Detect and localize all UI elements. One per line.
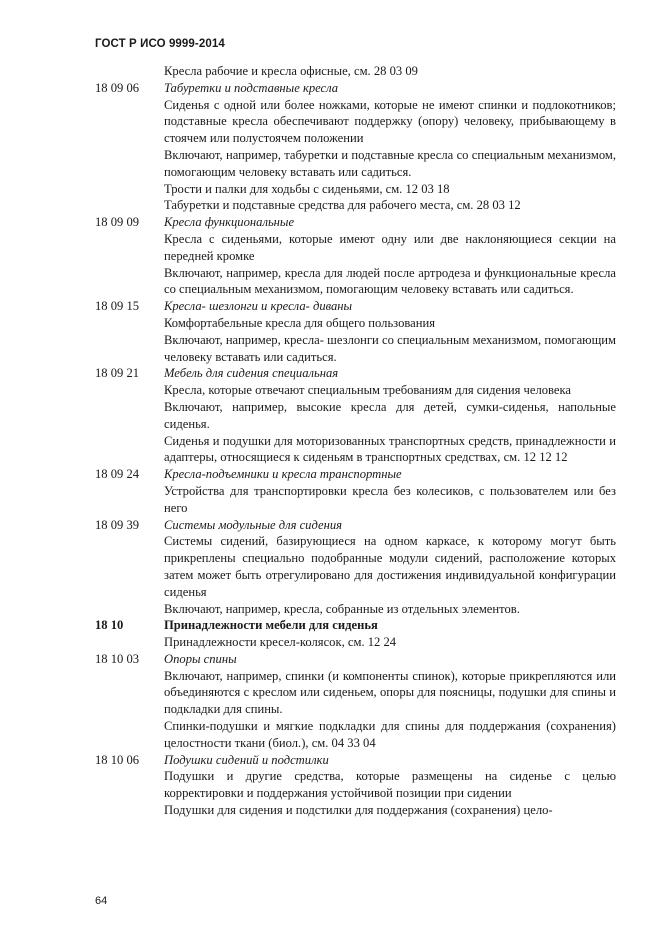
entry-code: 18 09 09	[95, 215, 140, 230]
entry-title: Кресла- шезлонги и кресла- диваны	[164, 299, 353, 314]
entry-paragraph: Подушки и другие средства, которые размещены на сиденье с целью корректировки и поддержания устойчивой позиции при сидении	[164, 769, 616, 801]
entry-paragraph: Включают, например, кресла для людей после артродеза и функциональные кресла со специальным механизмом, помогающим человеку вставать или садиться.	[164, 265, 616, 297]
list-entry	[95, 298, 616, 365]
entry-title: Подушки сидений и подстилки	[164, 752, 329, 767]
entry-code: 18 09 06	[95, 80, 140, 95]
entry-title: Табуретки и подставные кресла	[164, 80, 339, 95]
entry-title: Кресла-подъемники и кресла транспортные	[164, 467, 402, 482]
entry-paragraph: Включают, например, кресла, собранные из отдельных элементов.	[164, 601, 520, 616]
entry-title: Системы модульные для сидения	[164, 517, 342, 532]
classification-list	[95, 63, 616, 819]
entry-paragraph: Кресла с сиденьями, которые имеют одну или две наклоняющиеся секции на передней кромке	[164, 231, 616, 263]
list-entry	[95, 365, 616, 466]
entry-body	[164, 752, 616, 819]
entry-body	[164, 617, 616, 651]
entry-paragraph: Табуретки и подставные средства для рабочего места, см. 28 03 12	[164, 198, 521, 213]
entry-paragraph: Трости и палки для ходьбы с сиденьями, см. 12 03 18	[164, 181, 450, 196]
list-entry	[95, 517, 616, 618]
entry-title: Кресла функциональные	[164, 215, 295, 230]
entry-code: 18 09 39	[95, 517, 140, 532]
entry-title: Опоры спины	[164, 651, 237, 666]
entry-body	[164, 651, 616, 752]
entry-paragraph: Кресла, которые отвечают специальным требованиям для сидения человека	[164, 383, 572, 398]
list-entry	[95, 63, 616, 80]
entry-code: 18 10 03	[95, 651, 140, 666]
list-entry	[95, 214, 616, 298]
entry-paragraph: Включают, например, кресла- шезлонги со специальным механизмом, помогающим человеку вставать или садиться.	[164, 332, 616, 364]
entry-paragraph: Включают, например, высокие кресла для детей, сумки-сиденья, напольные сиденья.	[164, 399, 616, 431]
entry-body	[164, 517, 616, 618]
list-entry	[95, 466, 616, 516]
entry-paragraph: Включают, например, табуретки и подставные кресла со специальным механизмом, помогающим человеку вставать или садиться.	[164, 147, 616, 179]
list-entry-group-heading	[95, 617, 616, 651]
entry-paragraph: Устройства для транспортировки кресла без колесиков, с пользователем или без него	[164, 483, 616, 515]
page-number: 64	[95, 895, 108, 907]
entry-code: 18 09 15	[95, 299, 140, 314]
entry-paragraph: Кресла рабочие и кресла офисные, см. 28 03 09	[164, 64, 418, 78]
entry-code	[95, 63, 164, 80]
entry-body	[164, 365, 616, 466]
entry-title: Принадлежности мебели для сиденья	[164, 618, 378, 633]
list-entry	[95, 80, 616, 214]
entry-code: 18 10 06	[95, 752, 140, 767]
entry-body	[164, 63, 616, 80]
entry-paragraph: Подушки для сидения и подстилки для поддержания (сохранения) цело-	[164, 803, 553, 818]
entry-paragraph: Комфортабельные кресла для общего пользования	[164, 315, 436, 330]
document-header: ГОСТ Р ИСО 9999-2014	[95, 38, 225, 50]
entry-body	[164, 466, 616, 516]
entry-body	[164, 298, 616, 365]
entry-paragraph: Включают, например, спинки (и компоненты спинок), которые прикрепляются или объединяются с креслом или сиденьем, опоры для поясницы, подушки для спины и подкладки для спины.	[164, 668, 616, 717]
list-entry	[95, 752, 616, 819]
entry-paragraph: Сиденья и подушки для моторизованных транспортных средств, принадлежности и адаптеры, относящиеся к сиденьям в транспортных средствах, см. 12 12 12	[164, 433, 616, 465]
entry-paragraph: Системы сидений, базирующиеся на одном каркасе, к которому могут быть прикреплены специально подобранные модули сидений, расположение которых затем может быть отрегулировано для достижения индивидуальной конфигурации сиденья	[164, 534, 616, 599]
entry-title: Мебель для сидения специальная	[164, 366, 339, 381]
entry-body	[164, 214, 616, 298]
entry-body	[164, 80, 616, 214]
entry-paragraph: Сиденья с одной или более ножками, которые не имеют спинки и подлокотников; подставные кресла обеспечивают поддержку (опору) человеку, прибывающему в стоячем или полустоячем положении	[164, 97, 616, 146]
entry-paragraph: Принадлежности кресел-колясок, см. 12 24	[164, 635, 397, 650]
entry-paragraph: Спинки-подушки и мягкие подкладки для спины для поддержания (сохранения) целостности ткани (биол.), см. 04 33 04	[164, 719, 616, 750]
entry-code: 18 09 24	[95, 467, 140, 482]
list-entry	[95, 651, 616, 752]
entry-code: 18 09 21	[95, 366, 140, 381]
entry-code: 18 10	[95, 618, 124, 633]
